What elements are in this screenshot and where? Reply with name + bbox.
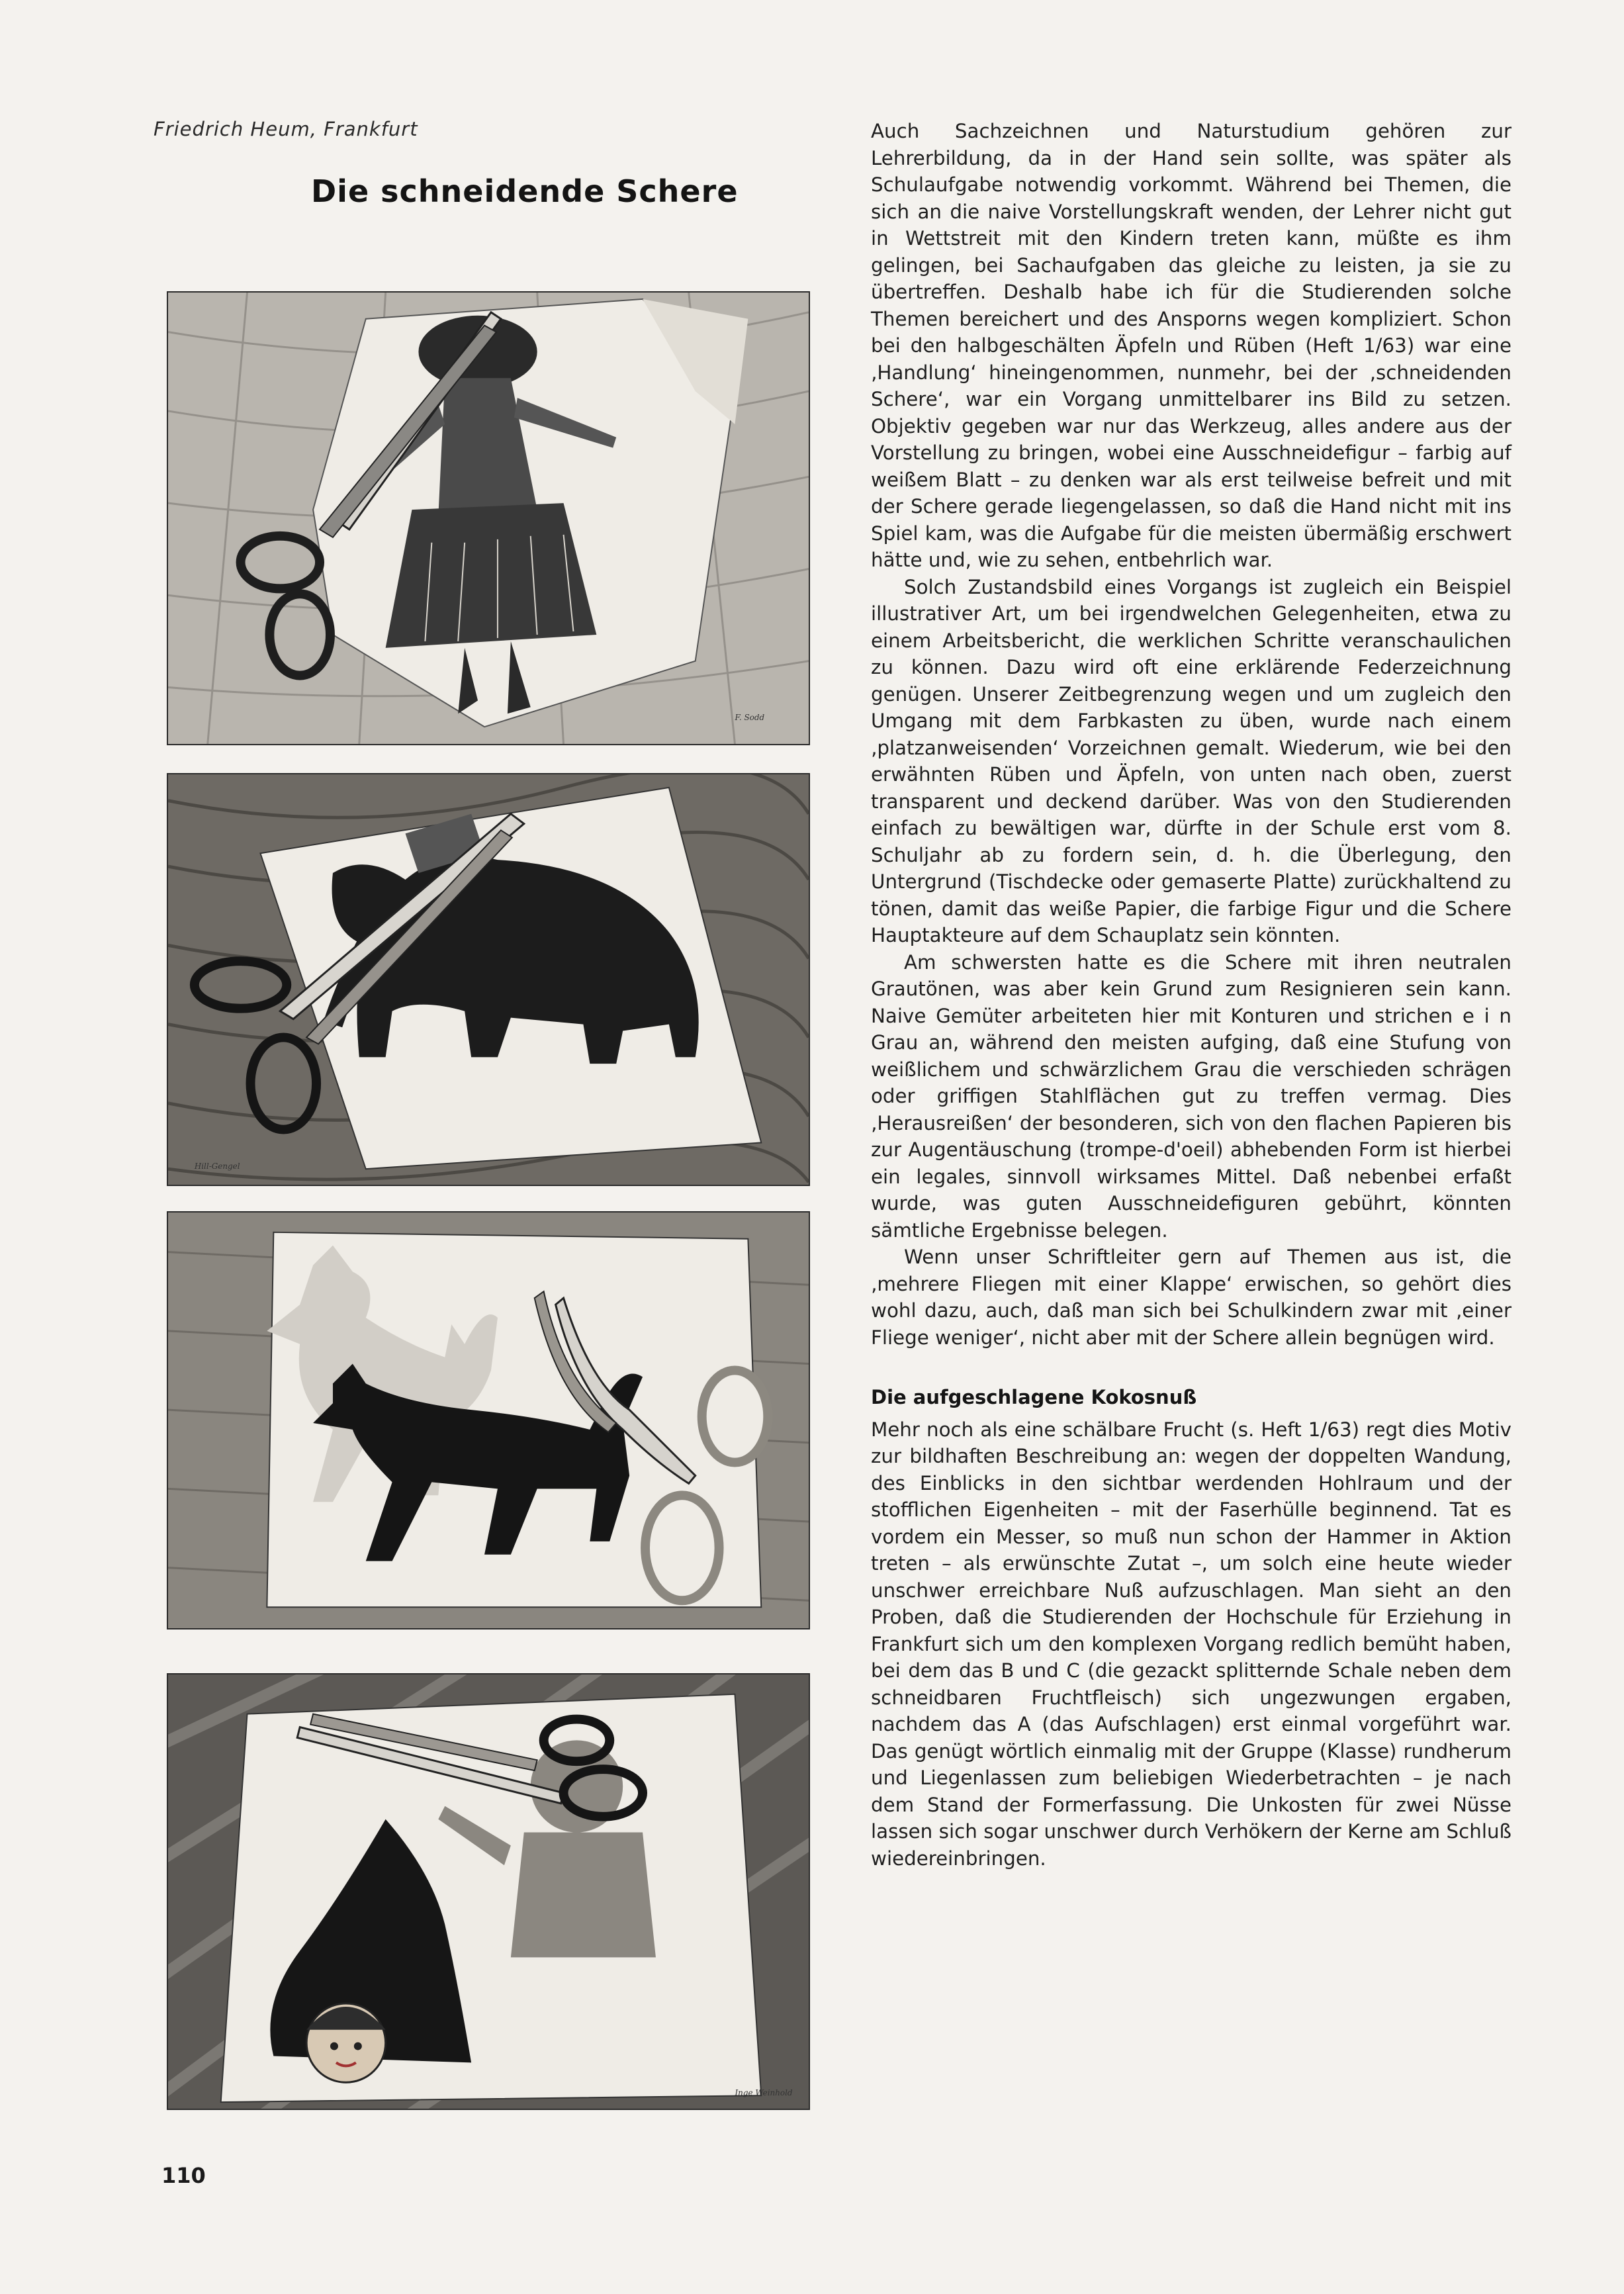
illustration-dog-scissors [167, 1211, 810, 1629]
illustration-figure-scissors [167, 1673, 810, 2110]
paragraph-4: Wenn unser Schriftleiter gern auf Themen aus ist, die ‚mehrere Fliegen mit einer Klappe‘ erwischen, so gehört dies wohl dazu, auch, daß man sich bei Schulkindern zwar mit ‚einer Fliege weniger‘, nicht aber mit der Schere allein begnügen wird. [871, 1246, 1511, 1349]
figure1-signature: F. Sodd [735, 713, 765, 723]
figure4-signature: Inge Weinhold [735, 2088, 793, 2098]
article-title: Die schneidende Schere [311, 173, 739, 209]
subheading-kokosnuss: Die aufgeschlagene Kokosnuß [871, 1386, 1197, 1408]
article-body [871, 118, 1511, 1872]
illustration-elephant-scissors [167, 773, 810, 1186]
illustration-girl-scissors [167, 291, 810, 745]
author-line: Friedrich Heum, Frankfurt [154, 118, 418, 140]
paragraph-3: Am schwersten hatte es die Schere mit ihren neutralen Grautönen, was aber kein Grund zum Resignieren sein kann. Naive Gemüter arbeiteten hier mit Konturen und strichen e i n Grau an, während den meisten aufging, daß eine Stufung von weißlichem und schwärzlichem Grau die verschieden schrägen oder griffigen Stahlflächen gut zu treffen vermag. Dies ‚Herausreißen‘ der besonderen, sich von den flachen Papieren bis zur Augentäuschung (trompe-d'oeil) abhebenden Form ist hierbei ein legales, sinnvoll wirksames Mittel. Daß nebenbei erfaßt wurde, was guten Ausschneidefiguren gebührt, könnten sämtliche Ergebnisse belegen. [871, 950, 1511, 1242]
figure2-signature: Hill-Gengel [194, 1162, 240, 1171]
page-number: 110 [161, 2163, 206, 2188]
paragraph-kokosnuss: Mehr noch als eine schälbare Frucht (s. Heft 1/63) regt dies Motiv zur bildhaften Beschreibung an: wegen der doppelten Wandung, des Einblicks in den sichtbar werdenden Hohlraum und der stofflichen Eigenheiten – mit der Faserhülle beginnend. Tat es vordem ein Messer, so muß nun schon der Hammer in Aktion treten – als erwünschte Zutat –, um solch eine heute wieder unschwer erreichbare Nuß aufzuschlagen. Man sieht an den Proben, daß die Studierenden der Hochschule für Erziehung in Frankfurt sich um den komplexen Vorgang redlich bemüht haben, bei dem das B und C (die gezackt splitternde Schale neben dem schneidbaren Fruchtfleisch) sich ungezwungen ergaben, nachdem das A (das Aufschlagen) erst einmal vorgeführt war. Das genügt wörtlich einmalig mit der Gruppe (Klasse) rundherum und Liegenlassen zum beliebigen Wiederbetrachten – je nach dem Stand der Formerfassung. Die Unkosten für zwei Nüsse lassen sich sogar unschwer durch Verhökern der Kerne am Schluß wiedereinbringen. [871, 1418, 1511, 1870]
paragraph-1: Auch Sachzeichnen und Naturstudium gehören zur Lehrerbildung, da in der Hand sein sollte, was später als Schulaufgabe notwendig vorkommt. Während bei Themen, die sich an die naive Vorstellungskraft wenden, der Lehrer nicht gut in Wettstreit mit den Kindern treten kann, müßte es ihm gelingen, bei Sachaufgaben das gleiche zu leisten, ja sie zu übertreffen. Deshalb habe ich für die Studierenden solche Themen bereichert und des Ansporns wegen kompliziert. Schon bei den halbgeschälten Äpfeln und Rüben (Heft 1/63) war eine ‚Handlung‘ hineingenommen, nunmehr, bei der ‚schneidenden Schere‘, war ein Vorgang unmittelbarer ins Bild zu setzen. Objektiv gegeben war nur das Werkzeug, alles andere aus der Vorstellung zu bringen, wobei eine Ausschneidefigur – farbig auf weißem Blatt – zu denken war als erst teilweise befreit und mit der Schere gerade liegengelassen, so daß die Hand nicht mit ins Spiel kam, was die Aufgabe für die meisten übermäßig erschwert hätte und, wie zu sehen, entbehrlich war. [871, 120, 1511, 571]
paragraph-2: Solch Zustandsbild eines Vorgangs ist zugleich ein Beispiel illustrativer Art, um bei irgendwelchen Gelegenheiten, etwa zu einem Arbeitsbericht, die werklichen Schritte veranschaulichen zu können. Dazu wird oft eine erklärende Federzeichnung genügen. Unserer Zeitbegrenzung wegen und um zugleich den Umgang mit dem Farbkasten zu üben, wurde nach einem ‚platzanweisenden‘ Vorzeichnen gemalt. Wiederum, wie bei den erwähnten Rüben und Äpfeln, von unten nach oben, zuerst transparent und deckend darüber. Was von den Studierenden einfach zu bewältigen war, dürfte in der Schule erst vom 8. Schuljahr ab zu fordern sein, d. h. die Überlegung, den Untergrund (Tischdecke oder gemaserte Platte) zurückhaltend zu tönen, damit das weiße Papier, die farbige Figur und die Schere Hauptakteure auf dem Schauplatz sein könnten. [871, 575, 1511, 946]
